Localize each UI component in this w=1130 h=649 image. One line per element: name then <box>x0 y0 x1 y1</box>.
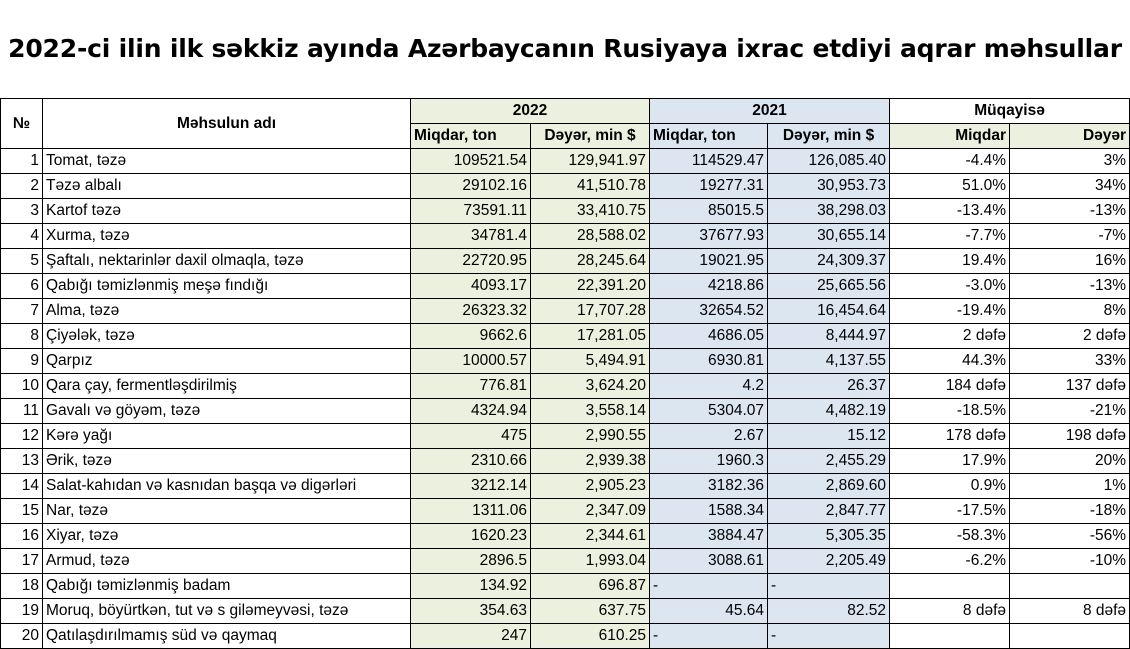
table-row <box>1 599 1130 624</box>
qty-comparison: 17.9% <box>890 449 1010 474</box>
value-2022: 5,494.91 <box>531 349 650 374</box>
qty-2022: 22720.95 <box>411 249 531 274</box>
qty-comparison: 184 dəfə <box>890 374 1010 399</box>
value-2022: 17,281.05 <box>531 324 650 349</box>
value-comparison: -13% <box>1010 199 1130 224</box>
qty-2021: 5304.07 <box>650 399 768 424</box>
value-comparison: -13% <box>1010 274 1130 299</box>
value-comparison: -56% <box>1010 524 1130 549</box>
qty-2022: 29102.16 <box>411 174 531 199</box>
qty-2021: 3884.47 <box>650 524 768 549</box>
value-2021: 2,205.49 <box>768 549 890 574</box>
table-row <box>1 374 1130 399</box>
value-2022: 129,941.97 <box>531 149 650 174</box>
value-comparison: 2 dəfə <box>1010 324 1130 349</box>
qty-2021: 37677.93 <box>650 224 768 249</box>
value-2021: 82.52 <box>768 599 890 624</box>
value-comparison: 3% <box>1010 149 1130 174</box>
value-comparison: 8% <box>1010 299 1130 324</box>
page-title: 2022-ci ilin ilk səkkiz ayında Azərbaycanın Rusiyaya ixrac etdiyi aqrar məhsullar <box>8 34 1122 63</box>
product-name: Qabığı təmizlənmiş meşə fındığı <box>43 274 411 299</box>
row-number: 1 <box>1 149 43 174</box>
table-row <box>1 249 1130 274</box>
qty-2021: 2.67 <box>650 424 768 449</box>
product-name: Alma, təzə <box>43 299 411 324</box>
row-number: 3 <box>1 199 43 224</box>
product-name: Qarpız <box>43 349 411 374</box>
qty-comparison: -18.5% <box>890 399 1010 424</box>
value-comparison: 1% <box>1010 474 1130 499</box>
qty-comparison: 2 dəfə <box>890 324 1010 349</box>
qty-2021: 6930.81 <box>650 349 768 374</box>
header-product: Məhsulun adı <box>43 99 411 149</box>
product-name: Qabığı təmizlənmiş badam <box>43 574 411 599</box>
qty-2022: 10000.57 <box>411 349 531 374</box>
product-name: Moruq, böyürtkən, tut və s giləmeyvəsi, təzə <box>43 599 411 624</box>
row-number: 7 <box>1 299 43 324</box>
header-value-2022: Dəyər, min $ <box>531 124 650 149</box>
row-number: 4 <box>1 224 43 249</box>
row-number: 2 <box>1 174 43 199</box>
row-number: 20 <box>1 624 43 649</box>
product-name: Şaftalı, nektarinlər daxil olmaqla, təzə <box>43 249 411 274</box>
qty-2022: 4093.17 <box>411 274 531 299</box>
row-number: 14 <box>1 474 43 499</box>
header-no: № <box>1 99 43 149</box>
table-row <box>1 324 1130 349</box>
row-number: 12 <box>1 424 43 449</box>
table-row <box>1 474 1130 499</box>
value-2021: 2,869.60 <box>768 474 890 499</box>
value-2021: 2,847.77 <box>768 499 890 524</box>
value-comparison: 137 dəfə <box>1010 374 1130 399</box>
value-comparison <box>1010 624 1130 649</box>
qty-2022: 9662.6 <box>411 324 531 349</box>
header-value-cmp: Dəyər <box>1010 124 1130 149</box>
qty-2022: 354.63 <box>411 599 531 624</box>
row-number: 16 <box>1 524 43 549</box>
table-row <box>1 574 1130 599</box>
value-2021: 16,454.64 <box>768 299 890 324</box>
value-2021: 2,455.29 <box>768 449 890 474</box>
qty-2022: 2310.66 <box>411 449 531 474</box>
value-comparison: 20% <box>1010 449 1130 474</box>
value-2021: 4,482.19 <box>768 399 890 424</box>
qty-2022: 4324.94 <box>411 399 531 424</box>
value-2021: - <box>768 624 890 649</box>
qty-comparison: -19.4% <box>890 299 1010 324</box>
qty-2021: 114529.47 <box>650 149 768 174</box>
value-comparison: 16% <box>1010 249 1130 274</box>
value-2021: 38,298.03 <box>768 199 890 224</box>
value-2022: 3,624.20 <box>531 374 650 399</box>
qty-2022: 2896.5 <box>411 549 531 574</box>
qty-comparison: 8 dəfə <box>890 599 1010 624</box>
value-comparison <box>1010 574 1130 599</box>
header-value-2021: Dəyər, min $ <box>768 124 890 149</box>
row-number: 5 <box>1 249 43 274</box>
product-name: Kərə yağı <box>43 424 411 449</box>
qty-comparison <box>890 624 1010 649</box>
value-2022: 2,990.55 <box>531 424 650 449</box>
value-2021: 8,444.97 <box>768 324 890 349</box>
qty-comparison: -3.0% <box>890 274 1010 299</box>
value-2022: 33,410.75 <box>531 199 650 224</box>
qty-comparison: -13.4% <box>890 199 1010 224</box>
value-2022: 17,707.28 <box>531 299 650 324</box>
table-row <box>1 349 1130 374</box>
export-table <box>0 98 1130 649</box>
row-number: 8 <box>1 324 43 349</box>
qty-comparison: -17.5% <box>890 499 1010 524</box>
value-2022: 2,344.61 <box>531 524 650 549</box>
value-2021: 5,305.35 <box>768 524 890 549</box>
table-row <box>1 524 1130 549</box>
qty-2022: 247 <box>411 624 531 649</box>
qty-2021: 3182.36 <box>650 474 768 499</box>
qty-2021: 1960.3 <box>650 449 768 474</box>
value-2021: - <box>768 574 890 599</box>
row-number: 10 <box>1 374 43 399</box>
table-row <box>1 224 1130 249</box>
row-number: 15 <box>1 499 43 524</box>
product-name: Ərik, təzə <box>43 449 411 474</box>
qty-2022: 134.92 <box>411 574 531 599</box>
value-2022: 696.87 <box>531 574 650 599</box>
table-row <box>1 424 1130 449</box>
row-number: 11 <box>1 399 43 424</box>
qty-comparison: -4.4% <box>890 149 1010 174</box>
qty-comparison: -6.2% <box>890 549 1010 574</box>
qty-comparison: 51.0% <box>890 174 1010 199</box>
qty-2021: - <box>650 624 768 649</box>
qty-2021: 4686.05 <box>650 324 768 349</box>
table-row <box>1 274 1130 299</box>
table-row <box>1 199 1130 224</box>
qty-2022: 109521.54 <box>411 149 531 174</box>
header-qty-2021: Miqdar, ton <box>650 124 768 149</box>
qty-2021: 1588.34 <box>650 499 768 524</box>
table-row <box>1 549 1130 574</box>
value-comparison: 33% <box>1010 349 1130 374</box>
value-2021: 24,309.37 <box>768 249 890 274</box>
value-2021: 30,655.14 <box>768 224 890 249</box>
product-name: Təzə albalı <box>43 174 411 199</box>
product-name: Gavalı və göyəm, təzə <box>43 399 411 424</box>
table-row <box>1 299 1130 324</box>
row-number: 9 <box>1 349 43 374</box>
value-comparison: -18% <box>1010 499 1130 524</box>
product-name: Armud, təzə <box>43 549 411 574</box>
qty-2021: 32654.52 <box>650 299 768 324</box>
value-2022: 2,347.09 <box>531 499 650 524</box>
qty-2022: 26323.32 <box>411 299 531 324</box>
value-2022: 610.25 <box>531 624 650 649</box>
row-number: 19 <box>1 599 43 624</box>
product-name: Qara çay, fermentləşdirilmiş <box>43 374 411 399</box>
value-comparison: 198 dəfə <box>1010 424 1130 449</box>
product-name: Salat-kahıdan və kasnıdan başqa və digərləri <box>43 474 411 499</box>
row-number: 17 <box>1 549 43 574</box>
product-name: Kartof təzə <box>43 199 411 224</box>
qty-2022: 73591.11 <box>411 199 531 224</box>
table-row <box>1 449 1130 474</box>
value-2022: 28,245.64 <box>531 249 650 274</box>
row-number: 18 <box>1 574 43 599</box>
value-2022: 1,993.04 <box>531 549 650 574</box>
value-comparison: -10% <box>1010 549 1130 574</box>
product-name: Nar, təzə <box>43 499 411 524</box>
qty-comparison: 0.9% <box>890 474 1010 499</box>
qty-2021: 4218.86 <box>650 274 768 299</box>
value-2021: 25,665.56 <box>768 274 890 299</box>
qty-2021: 85015.5 <box>650 199 768 224</box>
qty-2022: 1620.23 <box>411 524 531 549</box>
value-2022: 637.75 <box>531 599 650 624</box>
table-row <box>1 399 1130 424</box>
qty-2021: 19021.95 <box>650 249 768 274</box>
qty-2022: 475 <box>411 424 531 449</box>
value-2022: 22,391.20 <box>531 274 650 299</box>
value-2021: 15.12 <box>768 424 890 449</box>
value-comparison: 34% <box>1010 174 1130 199</box>
value-2022: 28,588.02 <box>531 224 650 249</box>
header-year-2021: 2021 <box>650 99 890 124</box>
value-2022: 3,558.14 <box>531 399 650 424</box>
qty-2021: 4.2 <box>650 374 768 399</box>
header-qty-cmp: Miqdar <box>890 124 1010 149</box>
qty-comparison <box>890 574 1010 599</box>
qty-comparison: 178 dəfə <box>890 424 1010 449</box>
value-comparison: 8 dəfə <box>1010 599 1130 624</box>
value-2022: 2,939.38 <box>531 449 650 474</box>
qty-comparison: -7.7% <box>890 224 1010 249</box>
product-name: Qatılaşdırılmamış süd və qaymaq <box>43 624 411 649</box>
qty-2021: 3088.61 <box>650 549 768 574</box>
qty-2021: 45.64 <box>650 599 768 624</box>
value-2022: 41,510.78 <box>531 174 650 199</box>
value-2021: 30,953.73 <box>768 174 890 199</box>
qty-2022: 776.81 <box>411 374 531 399</box>
value-comparison: -7% <box>1010 224 1130 249</box>
qty-2022: 34781.4 <box>411 224 531 249</box>
header-year-2022: 2022 <box>411 99 650 124</box>
value-2021: 4,137.55 <box>768 349 890 374</box>
qty-2022: 3212.14 <box>411 474 531 499</box>
value-2021: 26.37 <box>768 374 890 399</box>
product-name: Tomat, təzə <box>43 149 411 174</box>
value-2021: 126,085.40 <box>768 149 890 174</box>
value-comparison: -21% <box>1010 399 1130 424</box>
qty-comparison: 19.4% <box>890 249 1010 274</box>
qty-comparison: 44.3% <box>890 349 1010 374</box>
header-qty-2022: Miqdar, ton <box>411 124 531 149</box>
qty-comparison: -58.3% <box>890 524 1010 549</box>
row-number: 6 <box>1 274 43 299</box>
table-row <box>1 174 1130 199</box>
row-number: 13 <box>1 449 43 474</box>
qty-2021: - <box>650 574 768 599</box>
product-name: Xurma, təzə <box>43 224 411 249</box>
qty-2021: 19277.31 <box>650 174 768 199</box>
qty-2022: 1311.06 <box>411 499 531 524</box>
header-comparison: Müqayisə <box>890 99 1130 124</box>
value-2022: 2,905.23 <box>531 474 650 499</box>
table-row <box>1 149 1130 174</box>
product-name: Xiyar, təzə <box>43 524 411 549</box>
table-row <box>1 624 1130 649</box>
product-name: Çiyələk, təzə <box>43 324 411 349</box>
table-row <box>1 499 1130 524</box>
